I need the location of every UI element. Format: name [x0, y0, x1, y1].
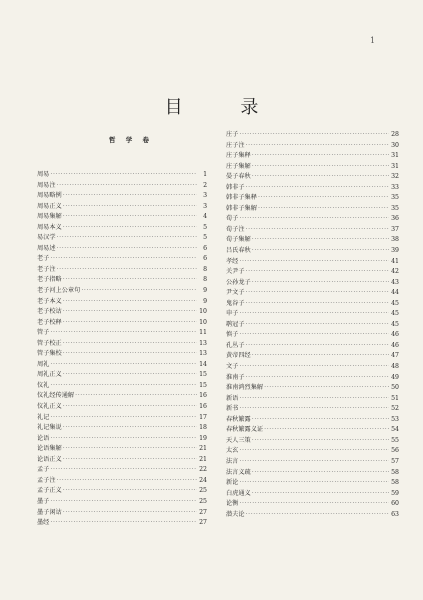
toc-entry-title: 尹文子 — [226, 289, 245, 297]
dot-leader — [252, 351, 389, 362]
toc-entry — [226, 183, 399, 194]
toc-entry-title: 申子 — [226, 310, 239, 318]
toc-entry-title: 孟子正义 — [37, 487, 62, 495]
toc-entry-title: 新书 — [226, 405, 239, 413]
toc-entry-page: 31 — [391, 162, 399, 170]
dot-leader — [239, 499, 389, 510]
toc-entry-page: 56 — [391, 447, 399, 455]
toc-entry-title: 法言 — [226, 457, 239, 465]
toc-entry — [226, 288, 399, 299]
toc-entry — [226, 489, 399, 500]
toc-entry-page: 52 — [391, 405, 399, 413]
dot-leader — [252, 162, 389, 173]
toc-entry-page: 17 — [199, 413, 207, 421]
toc-entry-title: 新语 — [226, 394, 239, 402]
toc-entry-page: 10 — [199, 308, 207, 316]
toc-entry-page: 16 — [199, 392, 207, 400]
toc-entry-title: 荀子 — [226, 215, 239, 223]
toc-entry-title: 春秋繁露 — [226, 415, 251, 423]
toc-entry — [226, 436, 399, 447]
dot-leader — [50, 434, 197, 445]
toc-entry-title: 礼记集说 — [37, 424, 62, 432]
dot-leader — [239, 330, 389, 341]
toc-entry — [37, 360, 207, 371]
toc-entry-title: 周礼 — [37, 360, 50, 368]
dot-leader — [50, 381, 197, 392]
toc-entry-page: 58 — [391, 468, 399, 476]
toc-entry-page: 21 — [199, 455, 207, 463]
toc-entry-page: 50 — [391, 384, 399, 392]
toc-entry-page: 24 — [199, 476, 207, 484]
toc-entry — [37, 233, 207, 244]
dot-leader — [57, 233, 197, 244]
toc-entry-title: 周易述 — [37, 244, 56, 252]
toc-entry — [226, 235, 399, 246]
dot-leader — [252, 246, 389, 257]
toc-entry-page: 8 — [203, 265, 207, 273]
dot-leader — [75, 391, 197, 402]
toc-entry-page: 28 — [391, 131, 399, 138]
toc-entry-title: 管子 — [37, 329, 50, 337]
toc-entry-page: 33 — [391, 183, 399, 191]
toc-entry-title: 易汉学 — [37, 234, 56, 242]
page-number: 1 — [370, 36, 376, 45]
dot-leader — [246, 299, 389, 310]
toc-entry-page: 32 — [391, 173, 399, 181]
toc-entry-page: 15 — [199, 381, 207, 389]
dot-leader — [50, 518, 197, 529]
toc-entry-title: 文子 — [226, 363, 239, 371]
dot-leader — [246, 225, 389, 236]
toc-entry-page: 3 — [203, 192, 207, 200]
toc-entry — [226, 362, 399, 373]
toc-entry-page: 54 — [391, 426, 399, 434]
toc-entry — [37, 444, 207, 455]
dot-leader — [63, 455, 197, 466]
toc-entry — [226, 341, 399, 352]
toc-entry-page: 45 — [391, 310, 399, 318]
dot-leader — [246, 183, 389, 194]
dot-leader — [57, 244, 197, 255]
dot-leader — [63, 339, 197, 350]
toc-entry — [37, 455, 207, 466]
toc-entry — [37, 254, 207, 265]
toc-entry-page: 58 — [391, 479, 399, 487]
toc-entry-page: 60 — [391, 500, 399, 508]
toc-entry — [37, 413, 207, 424]
toc-entry — [226, 193, 399, 204]
toc-entry-title: 慎子 — [226, 331, 239, 339]
toc-entry-page: 13 — [199, 350, 207, 358]
toc-entry-page: 2 — [203, 181, 207, 189]
toc-entry-page: 35 — [391, 194, 399, 202]
toc-entry-page: 39 — [391, 247, 399, 255]
dot-leader — [246, 320, 389, 331]
toc-entry-page: 3 — [203, 202, 207, 210]
toc-entry-page: 4 — [203, 213, 207, 221]
toc-entry-title: 庄子集释 — [226, 152, 251, 160]
toc-entry — [37, 381, 207, 392]
dot-leader — [63, 212, 197, 223]
toc-entry-title: 吕氏春秋 — [226, 247, 251, 255]
toc-entry — [226, 309, 399, 320]
toc-entry — [226, 246, 399, 257]
dot-leader — [63, 349, 197, 360]
toc-entry-page: 11 — [199, 329, 207, 337]
toc-entry — [37, 423, 207, 434]
page-title: 目 录 — [164, 97, 285, 118]
toc-entry — [37, 307, 207, 318]
toc-right-column — [226, 130, 399, 520]
dot-leader — [246, 373, 389, 384]
toc-entry-page: 36 — [391, 215, 399, 223]
toc-entry — [226, 457, 399, 468]
toc-entry — [37, 244, 207, 255]
toc-entry-title: 周易 — [37, 171, 50, 178]
toc-entry-page: 51 — [391, 394, 399, 402]
toc-entry-page: 57 — [391, 457, 399, 465]
toc-entry-title: 周易正义 — [37, 202, 62, 210]
dot-leader — [252, 172, 389, 183]
toc-entry-title: 法言义疏 — [226, 468, 251, 476]
toc-entry-page: 48 — [391, 363, 399, 371]
toc-entry-title: 老子校诂 — [37, 308, 62, 316]
toc-entry-title: 老子河上公章句 — [37, 287, 81, 295]
toc-entry-page: 5 — [203, 234, 207, 242]
toc-entry-page: 13 — [199, 339, 207, 347]
dot-leader — [57, 476, 197, 487]
toc-entry-page: 49 — [391, 373, 399, 381]
toc-entry — [226, 151, 399, 162]
toc-entry-title: 孝经 — [226, 257, 239, 265]
toc-entry — [37, 465, 207, 476]
toc-entry — [37, 328, 207, 339]
toc-entry-title: 新论 — [226, 479, 239, 487]
dot-leader — [239, 478, 389, 489]
toc-entry — [226, 330, 399, 341]
toc-entry — [226, 141, 399, 152]
toc-entry — [226, 172, 399, 183]
toc-entry-title: 孔丛子 — [226, 341, 245, 349]
toc-entry-page: 38 — [391, 236, 399, 244]
toc-entry-title: 论语正义 — [37, 455, 62, 463]
toc-entry-title: 老子 — [37, 255, 50, 263]
toc-left-list — [37, 170, 207, 529]
toc-left-column — [37, 130, 207, 529]
dot-leader — [246, 288, 389, 299]
toc-entry-title: 仪礼经传通解 — [37, 392, 75, 400]
toc-entry-page: 55 — [391, 436, 399, 444]
toc-entry-page: 46 — [391, 331, 399, 339]
toc-entry-page: 8 — [203, 276, 207, 284]
toc-entry-title: 管子集校 — [37, 350, 62, 358]
dot-leader — [252, 278, 389, 289]
toc-entry-page: 25 — [199, 497, 207, 505]
toc-entry — [37, 434, 207, 445]
toc-entry-page: 15 — [199, 371, 207, 379]
toc-entry-title: 天人三策 — [226, 436, 251, 444]
toc-entry — [226, 351, 399, 362]
toc-entry — [37, 202, 207, 213]
toc-entry — [37, 297, 207, 308]
toc-entry-page: 6 — [203, 244, 207, 252]
toc-entry-title: 白虎通义 — [226, 489, 251, 497]
toc-entry-title: 庄子 — [226, 131, 239, 138]
toc-entry-title: 淮南鸿烈集解 — [226, 384, 264, 392]
toc-entry-page: 9 — [203, 287, 207, 295]
dot-leader — [50, 360, 197, 371]
toc-entry-title: 庄子注 — [226, 141, 245, 149]
toc-entry-page: 59 — [391, 489, 399, 497]
dot-leader — [239, 446, 389, 457]
dot-leader — [252, 436, 389, 447]
toc-entry — [226, 425, 399, 436]
toc-entry — [37, 391, 207, 402]
dot-leader — [63, 423, 197, 434]
toc-entry-title: 墨子闲诂 — [37, 508, 62, 516]
toc-entry-page: 9 — [203, 297, 207, 305]
toc-entry — [226, 510, 399, 521]
dot-leader — [246, 341, 389, 352]
toc-entry-title: 周易本义 — [37, 223, 62, 231]
dot-leader — [50, 254, 197, 265]
toc-entry-title: 晏子春秋 — [226, 173, 251, 181]
toc-entry-page: 43 — [391, 278, 399, 286]
toc-entry — [37, 318, 207, 329]
dot-leader — [63, 444, 197, 455]
toc-entry-page: 30 — [391, 141, 399, 149]
dot-leader — [239, 362, 389, 373]
toc-entry-title: 公孙龙子 — [226, 278, 251, 286]
dot-leader — [252, 468, 389, 479]
toc-entry-title: 荀子集解 — [226, 236, 251, 244]
dot-leader — [239, 309, 389, 320]
toc-entry — [37, 518, 207, 529]
toc-entry-title: 孟子注 — [37, 476, 56, 484]
toc-entry-page: 14 — [199, 360, 207, 368]
toc-entry — [37, 265, 207, 276]
toc-entry — [226, 278, 399, 289]
toc-entry — [37, 181, 207, 192]
toc-entry-page: 27 — [199, 519, 207, 527]
toc-entry — [226, 299, 399, 310]
toc-entry — [226, 257, 399, 268]
toc-entry-title: 韩非子集释 — [226, 194, 257, 202]
dot-leader — [252, 235, 389, 246]
dot-leader — [239, 130, 389, 141]
dot-leader — [50, 170, 197, 181]
toc-entry-title: 论衡 — [226, 500, 239, 508]
dot-leader — [252, 151, 389, 162]
dot-leader — [63, 202, 197, 213]
toc-right-list — [226, 130, 399, 520]
toc-entry-title: 黄帝四经 — [226, 352, 251, 360]
toc-entry-title: 周易注 — [37, 181, 56, 189]
toc-entry — [226, 415, 399, 426]
toc-entry-title: 老子指略 — [37, 276, 62, 284]
toc-entry — [37, 212, 207, 223]
toc-entry — [226, 204, 399, 215]
toc-entry-title: 论语 — [37, 434, 50, 442]
toc-entry-page: 46 — [391, 341, 399, 349]
toc-entry-title: 韩非子集解 — [226, 204, 257, 212]
toc-entry-page: 45 — [391, 320, 399, 328]
toc-entry-title: 仪礼正义 — [37, 403, 62, 411]
toc-entry-page: 1 — [203, 171, 207, 178]
toc-entry — [37, 275, 207, 286]
toc-entry-title: 管子校正 — [37, 339, 62, 347]
toc-entry-page: 42 — [391, 268, 399, 276]
toc-entry-page: 31 — [391, 152, 399, 160]
toc-entry — [226, 446, 399, 457]
toc-entry-title: 韩非子 — [226, 183, 245, 191]
dot-leader — [63, 370, 197, 381]
toc-entry-title: 礼记 — [37, 413, 50, 421]
dot-leader — [264, 383, 389, 394]
toc-entry-page: 19 — [199, 434, 207, 442]
toc-entry-title: 春秋繁露义证 — [226, 426, 264, 434]
dot-leader — [246, 141, 389, 152]
toc-entry — [226, 394, 399, 405]
toc-entry — [37, 497, 207, 508]
dot-leader — [239, 404, 389, 415]
toc-entry-page: 5 — [203, 223, 207, 231]
dot-leader — [50, 497, 197, 508]
toc-entry — [37, 170, 207, 181]
dot-leader — [239, 257, 389, 268]
toc-entry — [226, 404, 399, 415]
toc-entry-page: 53 — [391, 415, 399, 423]
section-heading: 哲 学 卷 — [108, 136, 154, 144]
dot-leader — [63, 275, 197, 286]
toc-entry — [37, 508, 207, 519]
dot-leader — [239, 214, 389, 225]
toc-entry — [226, 468, 399, 479]
toc-entry-page: 44 — [391, 289, 399, 297]
toc-entry-title: 庄子集解 — [226, 162, 251, 170]
toc-entry — [226, 383, 399, 394]
toc-entry-title: 老子本义 — [37, 297, 62, 305]
toc-entry-title: 鬼谷子 — [226, 299, 245, 307]
toc-entry-page: 35 — [391, 204, 399, 212]
toc-entry — [226, 267, 399, 278]
dot-leader — [57, 181, 197, 192]
toc-entry-page: 21 — [199, 445, 207, 453]
dot-leader — [246, 510, 389, 521]
toc-entry-title: 潜夫论 — [226, 510, 245, 518]
dot-leader — [258, 204, 389, 215]
dot-leader — [50, 328, 197, 339]
dot-leader — [63, 486, 197, 497]
toc-entry — [37, 223, 207, 234]
dot-leader — [246, 267, 389, 278]
toc-entry-page: 6 — [203, 255, 207, 263]
toc-entry-page: 37 — [391, 225, 399, 233]
dot-leader — [252, 415, 389, 426]
toc-entry-title: 孟子 — [37, 466, 50, 474]
dot-leader — [50, 465, 197, 476]
toc-entry-page: 27 — [199, 508, 207, 516]
toc-entry-page: 16 — [199, 403, 207, 411]
dot-leader — [239, 457, 389, 468]
dot-leader — [63, 307, 197, 318]
dot-leader — [57, 265, 197, 276]
toc-entry-title: 周礼正义 — [37, 371, 62, 379]
toc-entry-page: 45 — [391, 299, 399, 307]
dot-leader — [50, 413, 197, 424]
dot-leader — [63, 297, 197, 308]
toc-entry — [226, 162, 399, 173]
toc-entry — [37, 339, 207, 350]
toc-entry-title: 老子校释 — [37, 318, 62, 326]
toc-entry-page: 22 — [199, 466, 207, 474]
toc-entry — [37, 349, 207, 360]
dot-leader — [252, 489, 389, 500]
dot-leader — [63, 402, 197, 413]
dot-leader — [63, 508, 197, 519]
toc-entry-title: 鹖冠子 — [226, 320, 245, 328]
toc-entry-title: 太玄 — [226, 447, 239, 455]
dot-leader — [264, 425, 389, 436]
toc-entry — [37, 486, 207, 497]
toc-entry — [226, 320, 399, 331]
toc-entry-title: 论语集解 — [37, 445, 62, 453]
toc-entry-page: 41 — [391, 257, 399, 265]
toc-entry — [37, 286, 207, 297]
dot-leader — [63, 223, 197, 234]
toc-entry — [37, 370, 207, 381]
toc-entry-title: 关尹子 — [226, 268, 245, 276]
toc-entry — [226, 225, 399, 236]
toc-entry — [226, 478, 399, 489]
toc-entry-title: 荀子注 — [226, 225, 245, 233]
toc-entry-title: 淮南子 — [226, 373, 245, 381]
toc-entry-title: 墨子 — [37, 497, 50, 505]
toc-entry-page: 18 — [199, 424, 207, 432]
dot-leader — [81, 286, 197, 297]
dot-leader — [239, 394, 389, 405]
toc-entry-title: 老子注 — [37, 265, 56, 273]
dot-leader — [63, 191, 197, 202]
dot-leader — [258, 193, 389, 204]
toc-entry-page: 63 — [391, 510, 399, 518]
toc-entry — [226, 214, 399, 225]
dot-leader — [63, 318, 197, 329]
toc-entry-page: 47 — [391, 352, 399, 360]
toc-entry — [37, 191, 207, 202]
toc-entry-title: 周易集解 — [37, 213, 62, 221]
toc-entry — [37, 402, 207, 413]
toc-entry-page: 10 — [199, 318, 207, 326]
toc-entry — [226, 499, 399, 510]
toc-entry-title: 仪礼 — [37, 381, 50, 389]
toc-entry-title: 周易略例 — [37, 192, 62, 200]
toc-entry — [226, 373, 399, 384]
toc-entry — [37, 476, 207, 487]
toc-entry-title: 墨经 — [37, 519, 50, 527]
toc-entry-page: 25 — [199, 487, 207, 495]
toc-entry — [226, 130, 399, 141]
